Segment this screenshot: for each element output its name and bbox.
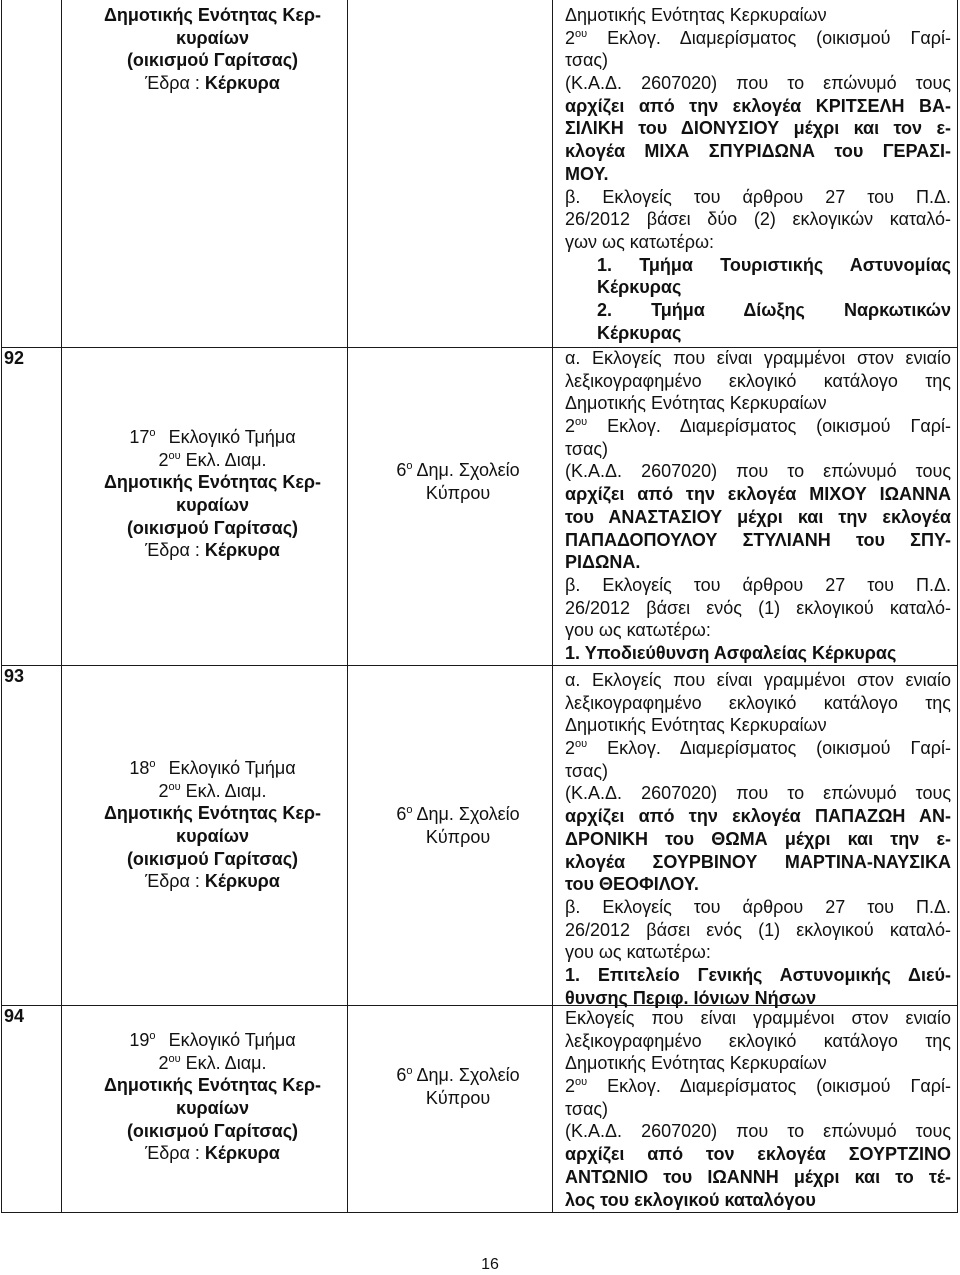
ordinal-suffix: ου — [575, 416, 588, 429]
description-line: ΡΙΔΩΝΑ. — [565, 552, 641, 573]
section-line: (οικισμού Γαρίτσας) — [126, 50, 299, 71]
description-line: γου ως κατωτέρω: — [565, 942, 711, 963]
ordinal-suffix: ου — [168, 780, 181, 793]
line-text: Εκλ. Διαμ. — [185, 780, 267, 801]
description-line: ΠΑΠΑΔΟΠΟΥΛΟΥ ΣΤΥΛΙΑΝΗ του ΣΠΥ- — [565, 529, 951, 550]
description-line: Δημοτικής Ενότητας Κερκυραίων — [565, 393, 827, 414]
description-line: (Κ.Α.Δ. 2607020) που το επώνυμό τους — [565, 1121, 951, 1142]
seat-label: Έδρα : — [145, 540, 200, 561]
description-line: ΔΡΟΝΙΚΗ του ΘΩΜΑ μέχρι και την ε- — [565, 828, 951, 849]
location-line — [360, 459, 556, 482]
location-cell — [360, 1064, 556, 1109]
ordinal-suffix: ου — [168, 1052, 181, 1065]
ordinal-number: 6 — [396, 1065, 407, 1085]
description-line: Δημοτικής Ενότητας Κερκυραίων — [565, 1053, 827, 1074]
description-line: (Κ.Α.Δ. 2607020) που το επώνυμό τους — [565, 73, 951, 94]
table-border-bottom — [1, 1212, 958, 1213]
section-line: Δημοτικής Ενότητας Κερ- — [103, 5, 322, 25]
description-line: αρχίζει από τον εκλογέα ΣΟΥΡΤΖΙΝΟ — [565, 1144, 951, 1165]
polling-section-cell — [70, 757, 355, 893]
description-line: Κέρκυρας — [597, 322, 682, 343]
continuation-description-cell — [565, 4, 951, 344]
description-line: λεξικογραφημένο εκλογικό κατάλογο της — [565, 370, 951, 391]
polling-station-line — [70, 426, 355, 449]
line-text: Εκλογ. Διαμερίσματος (οικισμού Γαρί- — [607, 27, 951, 48]
ordinal-number: 18 — [129, 758, 150, 778]
ordinal-number: 2 — [158, 780, 169, 801]
line-text: Εκλ. Διαμ. — [185, 1052, 267, 1073]
location-line: Κύπρου — [425, 1087, 491, 1108]
polling-section-cell — [70, 426, 355, 562]
seat-label: Έδρα : — [145, 1143, 200, 1164]
description-line: Δημοτικής Ενότητας Κερκυραίων — [565, 715, 827, 736]
section-line: κυραίων — [176, 27, 249, 48]
line-text: Εκλογ. Διαμερίσματος (οικισμού Γαρί- — [607, 738, 951, 759]
line-text: Εκλ. Διαμ. — [185, 449, 267, 470]
location-cell — [360, 803, 556, 848]
district-line — [70, 1052, 355, 1075]
description-line: 26/2012 βάσει δύο (2) εκλογικών καταλό- — [565, 209, 951, 230]
description-cell — [565, 1007, 951, 1211]
section-line: κυραίων — [176, 495, 249, 516]
ordinal-number: 2 — [565, 1076, 576, 1097]
district-line — [70, 780, 355, 803]
page-number: 16 — [481, 1256, 499, 1273]
description-cell — [565, 347, 951, 665]
line-text: Δημ. Σχολείο — [416, 804, 520, 824]
description-line: Δημοτικής Ενότητας Κερκυραίων — [565, 5, 827, 25]
description-line: αρχίζει από την εκλογέα ΜΙΧΟΥ ΙΩΑΝΝΑ — [565, 484, 951, 505]
table-border-column-1 — [61, 0, 62, 1213]
description-line — [565, 737, 951, 760]
description-line — [565, 415, 951, 438]
location-line — [360, 1064, 556, 1087]
description-line: του ΑΝΑΣΤΑΣΙΟΥ μέχρι και την εκλογέα — [565, 506, 951, 527]
description-line: λεξικογραφημένο εκλογικό κατάλογο της — [565, 1030, 951, 1051]
ordinal-number: 6 — [396, 804, 407, 824]
description-line: γου ως κατωτέρω: — [565, 620, 711, 641]
description-line: (Κ.Α.Δ. 2607020) που το επώνυμό τους — [565, 783, 951, 804]
line-text: Εκλογικό Τμήμα — [168, 758, 296, 778]
description-line: 26/2012 βάσει ενός (1) εκλογικού καταλό- — [565, 597, 951, 618]
description-line: Κέρκυρας — [597, 277, 682, 298]
description-line: α. Εκλογείς που είναι γραμμένοι στον ενιαίο — [565, 348, 951, 368]
ordinal-number: 2 — [565, 27, 576, 48]
section-line: Δημοτικής Ενότητας Κερ- — [103, 803, 322, 824]
description-line: λεξικογραφημένο εκλογικό κατάλογο της — [565, 692, 951, 713]
description-line: τσας) — [565, 438, 609, 459]
ordinal-number: 19 — [129, 1030, 150, 1050]
description-line: ΑΝΤΩΝΙΟ του ΙΩΑΝΝΗ μέχρι και το τέ- — [565, 1166, 951, 1187]
ordinal-number: 2 — [158, 1052, 169, 1073]
ordinal-suffix: ου — [575, 738, 588, 751]
description-line: αρχίζει από την εκλογέα ΚΡΙΤΣΕΛΗ ΒΑ- — [565, 95, 951, 116]
seat-label: Έδρα : — [145, 73, 200, 94]
ordinal-suffix: ο — [406, 804, 413, 816]
table-border-row-93 — [1, 665, 958, 666]
district-line — [70, 449, 355, 472]
description-line: τσας) — [565, 50, 609, 71]
line-text: Εκλογ. Διαμερίσματος (οικισμού Γαρί- — [607, 1076, 951, 1097]
polling-station-line — [70, 1029, 355, 1052]
description-line — [565, 27, 951, 50]
description-line: γων ως κατωτέρω: — [565, 231, 715, 252]
location-line: Κύπρου — [425, 826, 491, 847]
line-text: Εκλογικό Τμήμα — [168, 427, 296, 447]
line-text: Δημ. Σχολείο — [416, 460, 520, 480]
table-border-right — [957, 0, 958, 1213]
table-border-left — [1, 0, 2, 1213]
section-line: κυραίων — [176, 1098, 249, 1119]
description-line: 26/2012 βάσει ενός (1) εκλογικού καταλό- — [565, 919, 951, 940]
description-line: κλογέα ΣΟΥΡΒΙΝΟΥ ΜΑΡΤΙΝΑ-ΝΑΥΣΙΚΑ — [565, 851, 951, 872]
ordinal-suffix: ο — [149, 427, 156, 439]
description-line: α. Εκλογείς που είναι γραμμένοι στον ενιαίο — [565, 670, 951, 690]
description-cell — [565, 669, 951, 1009]
row-number: 94 — [4, 1006, 25, 1026]
description-line — [565, 1075, 951, 1098]
description-line: (Κ.Α.Δ. 2607020) που το επώνυμό τους — [565, 461, 951, 482]
ordinal-number: 17 — [129, 427, 150, 447]
continuation-section-cell — [70, 4, 355, 95]
ordinal-suffix: ο — [406, 1065, 413, 1077]
section-line: Δημοτικής Ενότητας Κερ- — [103, 472, 322, 493]
description-line: Εκλογείς που είναι γραμμένοι στον ενιαίο — [565, 1008, 951, 1028]
ordinal-suffix: ου — [575, 27, 588, 40]
ordinal-suffix: ο — [149, 1030, 156, 1042]
line-text: Εκλογ. Διαμερίσματος (οικισμού Γαρί- — [607, 416, 951, 437]
seat-label: Έδρα : — [145, 871, 200, 892]
ordinal-suffix: ο — [149, 758, 156, 770]
table-border-column-3 — [552, 0, 553, 1213]
polling-station-line — [70, 757, 355, 780]
description-line: β. Εκλογείς του άρθρου 27 του Π.Δ. — [565, 574, 951, 595]
seat-line — [70, 539, 355, 562]
ordinal-number: 2 — [565, 416, 576, 437]
ordinal-number: 6 — [396, 460, 407, 480]
description-line: 2. Τμήμα Δίωξης Ναρκωτικών — [597, 299, 951, 320]
description-line: θυνσης Περιφ. Ιόνιων Νήσων — [565, 987, 817, 1008]
ordinal-suffix: ου — [575, 1076, 588, 1089]
section-line: κυραίων — [176, 826, 249, 847]
section-line: (οικισμού Γαρίτσας) — [126, 848, 299, 869]
seat-line — [70, 1142, 355, 1165]
seat-value: Κέρκυρα — [204, 871, 280, 892]
description-line: του ΘΕΟΦΙΛΟΥ. — [565, 874, 699, 895]
seat-value: Κέρκυρα — [204, 540, 280, 561]
location-cell — [360, 459, 556, 504]
description-line: 1. Υποδιεύθυνση Ασφαλείας Κέρκυρας — [565, 642, 897, 663]
location-line — [360, 803, 556, 826]
description-line: αρχίζει από την εκλογέα ΠΑΠΑΖΩΗ ΑΝ- — [565, 806, 951, 827]
description-line: β. Εκλογείς του άρθρου 27 του Π.Δ. — [565, 896, 951, 917]
line-text: Δημ. Σχολείο — [416, 1065, 520, 1085]
ordinal-suffix: ο — [406, 460, 413, 472]
description-line: λος του εκλογικού καταλόγου — [565, 1189, 816, 1210]
seat-value: Κέρκυρα — [204, 73, 280, 94]
section-line: (οικισμού Γαρίτσας) — [126, 1120, 299, 1141]
description-line: τσας) — [565, 760, 609, 781]
seat-value: Κέρκυρα — [204, 1143, 280, 1164]
ordinal-number: 2 — [565, 738, 576, 759]
description-line: κλογέα ΜΙΧΑ ΣΠΥΡΙΔΩΝΑ του ΓΕΡΑΣΙ- — [565, 141, 951, 162]
description-line: 1. Τμήμα Τουριστικής Αστυνομίας — [597, 254, 951, 275]
description-line: τσας) — [565, 1098, 609, 1119]
section-line: (οικισμού Γαρίτσας) — [126, 517, 299, 538]
ordinal-number: 2 — [158, 449, 169, 470]
polling-section-cell — [70, 1029, 355, 1165]
line-text: Εκλογικό Τμήμα — [168, 1030, 296, 1050]
row-number: 92 — [4, 348, 25, 368]
description-line: ΣΙΛΙΚΗ του ΔΙΟΝΥΣΙΟΥ μέχρι και τον ε- — [565, 118, 951, 139]
description-line: 1. Επιτελείο Γενικής Αστυνομικής Διεύ- — [565, 964, 951, 985]
description-line: ΜΟΥ. — [565, 163, 609, 184]
location-line: Κύπρου — [425, 482, 491, 503]
description-line: β. Εκλογείς του άρθρου 27 του Π.Δ. — [565, 186, 951, 207]
seat-line — [70, 870, 355, 893]
row-number: 93 — [4, 666, 25, 686]
section-line: Δημοτικής Ενότητας Κερ- — [103, 1075, 322, 1096]
ordinal-suffix: ου — [168, 449, 181, 462]
seat-line — [70, 72, 355, 95]
